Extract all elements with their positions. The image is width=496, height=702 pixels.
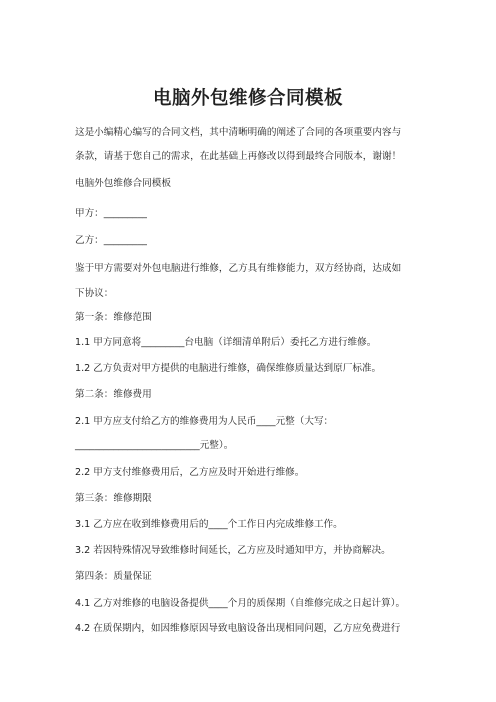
clause-2-1: 2.1 甲方应支付给乙方的维修费用为人民币____元整（大写： xyxy=(75,416,334,427)
section-heading-2: 第二条：维修费用 xyxy=(75,389,152,400)
clause-4-2: 4.2 在质保期内，如因维修原因导致电脑设备出现相同问题，乙方应免费进行 xyxy=(75,623,401,634)
clause-3-1: 3.1 乙方应在收到维修费用后的____个工作日内完成维修工作。 xyxy=(75,519,343,530)
clause-3-2: 3.2 若因特殊情况导致维修时间延长，乙方应及时通知甲方，并协商解决。 xyxy=(75,545,391,556)
subtitle-line: 电脑外包维修合同模板 xyxy=(75,178,171,189)
section-heading-1: 第一条：维修范围 xyxy=(75,312,152,323)
intro-line-2: 条款，请基于您自己的需求，在此基础上再修改以得到最终合同版本，谢谢！ xyxy=(75,151,402,162)
clause-2-1-continued: __________________________元整）。 xyxy=(75,440,234,451)
party-b-line: 乙方：_________ xyxy=(75,235,147,246)
section-heading-4: 第四条：质量保证 xyxy=(75,571,152,582)
section-heading-3: 第三条：维修期限 xyxy=(75,493,152,504)
clause-1-2: 1.2 乙方负责对甲方提供的电脑进行维修，确保维修质量达到原厂标准。 xyxy=(75,363,382,374)
party-a-line: 甲方：_________ xyxy=(75,208,147,219)
intro-line-1: 这是小编精心编写的合同文档，其中清晰明确的阐述了合同的各项重要内容与 xyxy=(75,127,402,138)
preamble-line-1: 鉴于甲方需要对外包电脑进行维修，乙方具有维修能力，双方经协商，达成如 xyxy=(75,263,402,274)
clause-4-1: 4.1 乙方对维修的电脑设备提供____个月的质保期（自维修完成之日起计算）。 xyxy=(75,598,406,609)
clause-1-1: 1.1 甲方同意将_________台电脑（详细清单附后）委托乙方进行维修。 xyxy=(75,337,377,348)
document-title: 电脑外包维修合同模板 xyxy=(152,88,343,109)
clause-2-2: 2.2 甲方支付维修费用后，乙方应及时开始进行维修。 xyxy=(75,467,305,478)
preamble-line-2: 下协议： xyxy=(75,288,114,299)
